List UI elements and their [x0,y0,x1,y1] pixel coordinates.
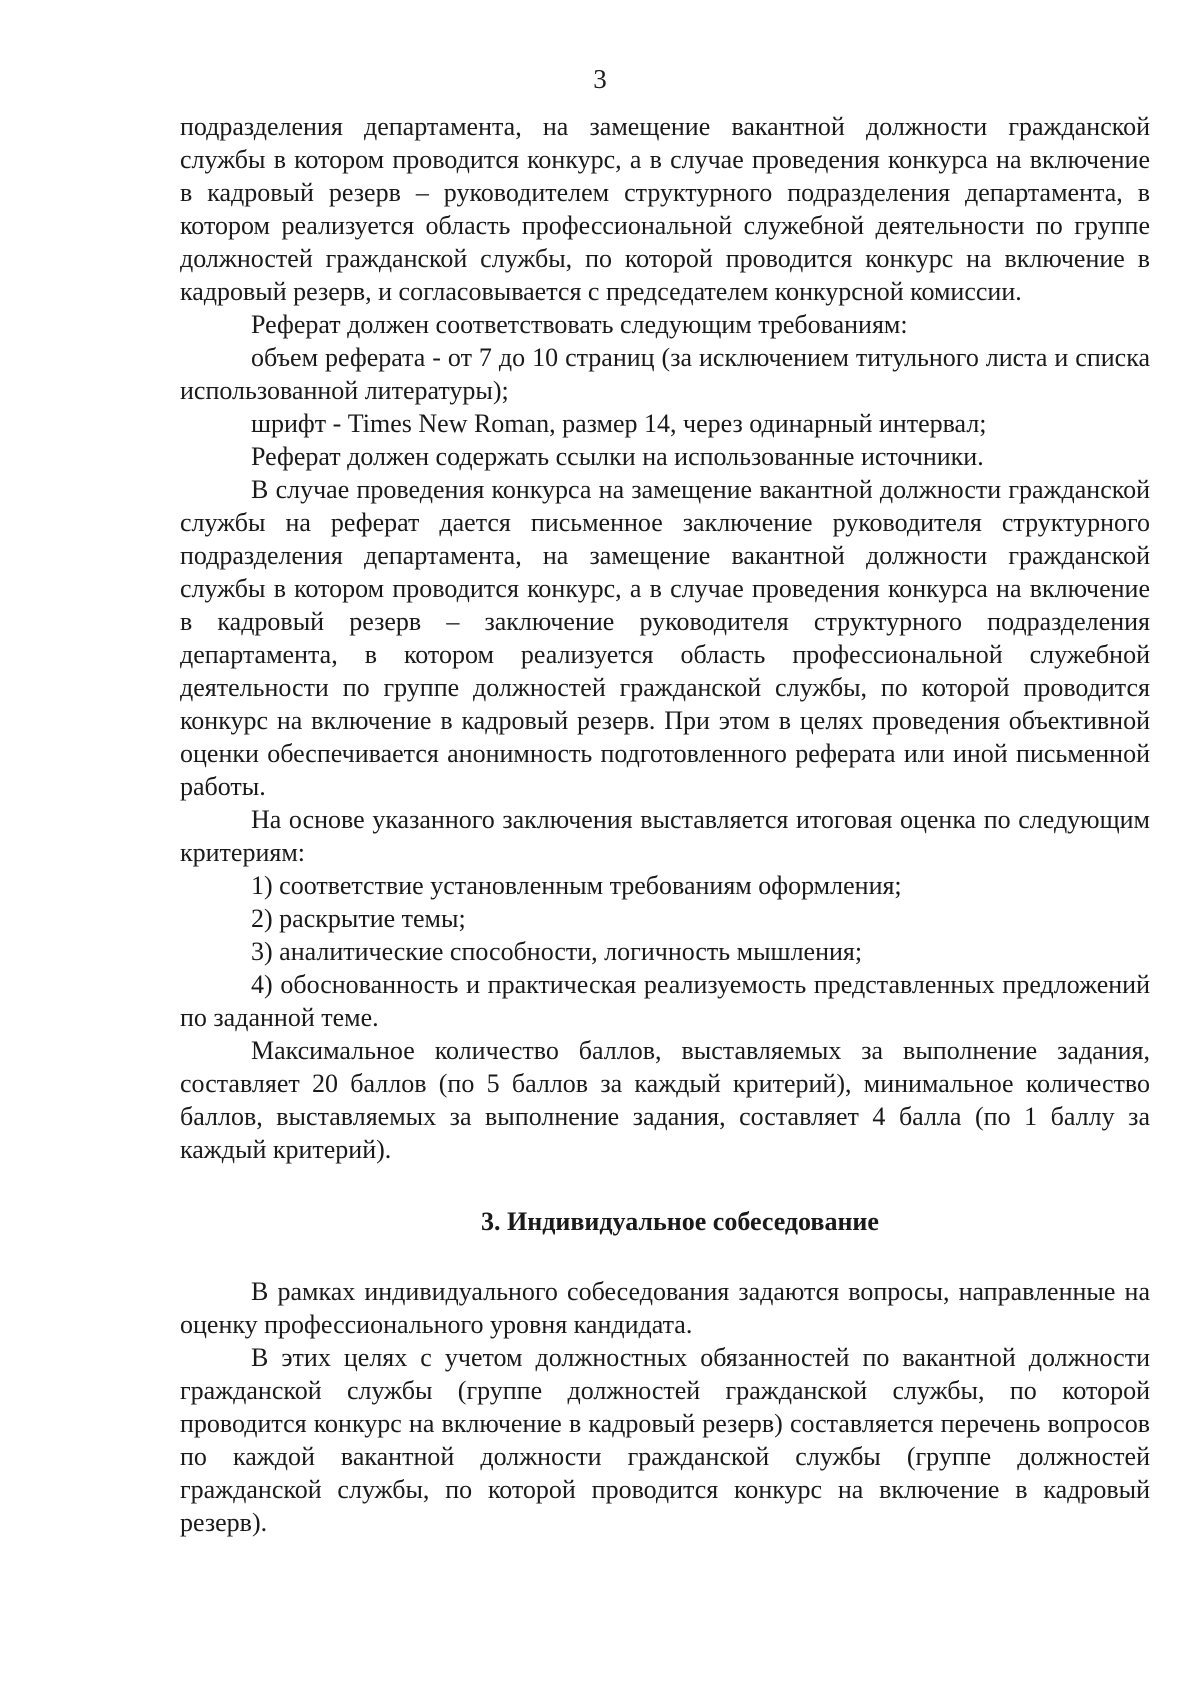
document-body [180,110,1150,1539]
criterion-item-3: 3) аналитические способности, логичность мышления; [251,937,863,966]
paragraph-conclusion: В случае проведения конкурса на замещение вакантной должности гражданской службы на реферат дается письменное заключение руководителя структурного подразделения департамента, на замещение вакантной должности гражданской службы в котором проводится конкурс, а в случае проведения конкурса на включение в кадровый резерв – заключение руководителя структурного подразделения департамента, в котором реализуется область профессиональной служебной деятельности по группе должностей гражданской службы, по которой проводится конкурс на включение в кадровый резерв. При этом в целях проведения объективной оценки обеспечивается анонимность подготовленного реферата или иной письменной работы. [180,475,1150,801]
paragraph-criteria-intro: На основе указанного заключения выставляется итоговая оценка по следующим критериям: [180,805,1150,867]
spacer [180,1238,1150,1275]
paragraph-interview-intro: В рамках индивидуального собеседования задаются вопросы, направленные на оценку профессионального уровня кандидата. [180,1277,1150,1339]
criterion-item-1: 1) соответствие установленным требованиям оформления; [251,871,902,900]
paragraph-requirements-intro: Реферат должен соответствовать следующим требованиям: [251,310,908,339]
paragraph-requirement-volume: объем реферата - от 7 до 10 страниц (за исключением титульного листа и списка использованной литературы); [180,343,1150,405]
criterion-item-4: 4) обоснованность и практическая реализуемость представленных предложений по заданной теме. [180,970,1150,1032]
paragraph-scoring: Максимальное количество баллов, выставляемых за выполнение задания, составляет 20 баллов (по 5 баллов за каждый критерий), минимальное количество баллов, выставляемых за выполнение задания, составляет 4 балла (по 1 баллу за каждый критерий). [180,1036,1150,1164]
paragraph-requirement-font: шрифт - Times New Roman, размер 14, через одинарный интервал; [251,409,987,438]
page-number: 3 [593,64,607,94]
section-title: 3. Индивидуальное собеседование [481,1207,879,1236]
paragraph-interview-questions: В этих целях с учетом должностных обязанностей по вакантной должности гражданской службы (группе должностей гражданской службы, по которой проводится конкурс на включение в кадровый резерв) составляется перечень вопросов по каждой вакантной должности гражданской службы (группе должностей гражданской службы, по которой проводится конкурс на включение в кадровый резерв). [180,1343,1150,1537]
criterion-item-2: 2) раскрытие темы; [251,904,466,933]
paragraph-continuation: подразделения департамента, на замещение вакантной должности гражданской службы в котором проводится конкурс, а в случае проведения конкурса на включение в кадровый резерв – руководителем структурного подразделения департамента, в котором реализуется область профессиональной служебной деятельности по группе должностей гражданской службы, по которой проводится конкурс на включение в кадровый резерв, и согласовывается с председателем конкурсной комиссии. [180,112,1150,306]
paragraph-requirement-references: Реферат должен содержать ссылки на использованные источники. [251,442,984,471]
spacer [180,1166,1150,1205]
